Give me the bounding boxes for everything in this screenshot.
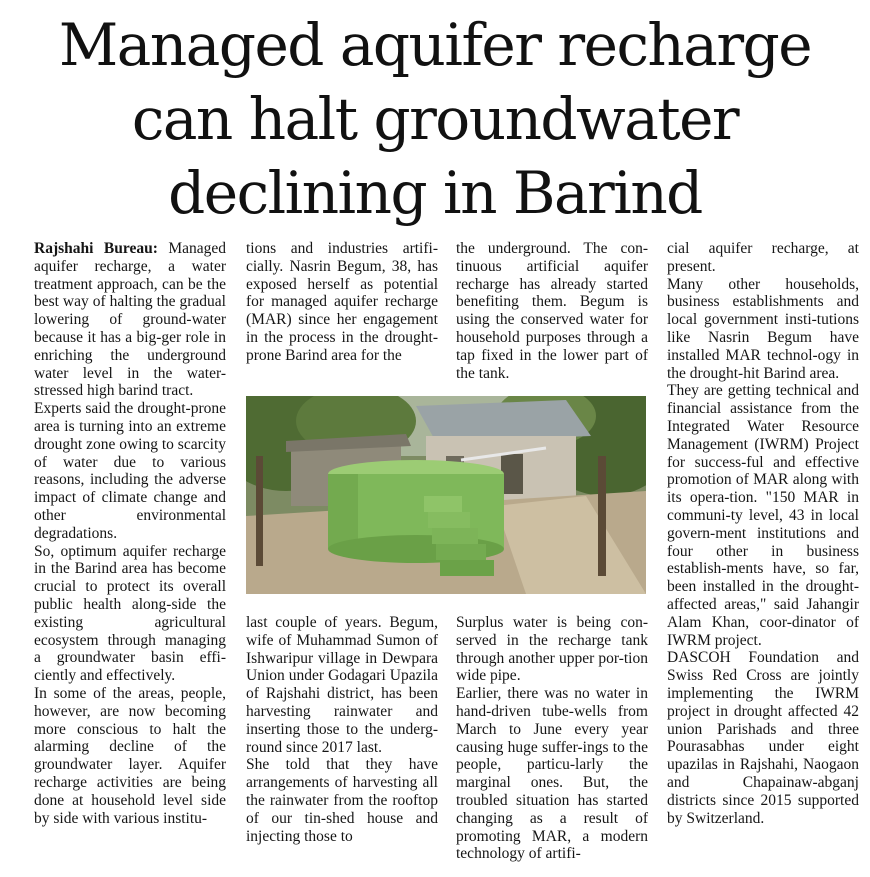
- article-column-3-top: [456, 240, 648, 382]
- paragraph: Experts said the drought-prone area is turning into an extreme drought zone owing to scarcity of water due to various reasons, including the adverse impact of climate change and other environmental degradations.: [34, 400, 226, 542]
- news-photo: [246, 396, 646, 594]
- paragraph: the underground. The con-tinuous artificial aquifer recharge has already started benefiting them. Begum is using the conserved water for household purposes through a tap fixed in the lower part of the tank.: [456, 240, 648, 382]
- article-column-1: [34, 240, 226, 827]
- recharge-tank-photo: [246, 396, 646, 594]
- paragraph: DASCOH Foundation and Swiss Red Cross are jointly implementing the IWRM project in drought affected 42 union Parishads and three Pourasabhas under eight upazilas in Rajshahi, Naogaon and Chapainaw-abganj districts since 2015 supported by Switzerland.: [667, 649, 859, 827]
- paragraph: last couple of years. Begum, wife of Muhammad Sumon of Ishwaripur village in Dewpara Union under Godagari Upazila of Rajshahi district, has been harvesting rainwater and inserting those to the underg-round since 2017 last.: [246, 614, 438, 756]
- paragraph: tions and industries artifi-cially. Nasrin Begum, 38, has exposed herself as potential for managed aquifer recharge (MAR) since her engagement in the process in the drought-prone Barind area for the: [246, 240, 438, 364]
- paragraph: So, optimum aquifer recharge in the Barind area has become crucial to protect its overall public health along-side the existing agricultural ecosystem through managing a groundwater basin effi-ciently and effectively.: [34, 542, 226, 685]
- article-column-4: [667, 240, 859, 827]
- paragraph-intro-text: Managed aquifer recharge, a water treatment approach, can be the best way of halting the gradual lowering of ground-water because it has a big-ger role in enriching the underground water level in the water-stressed high barind tract.: [34, 240, 227, 400]
- article-column-2-bottom: [246, 614, 438, 845]
- headline-line-1: Managed aquifer recharge: [58, 11, 812, 79]
- article-column-3-bottom: [456, 614, 648, 863]
- byline: Rajshahi Bureau:: [34, 240, 158, 257]
- paragraph: Many other households, business establishments and local government insti-tutions like Nasrin Begum have installed MAR technol-ogy in the drought-hit Barind area.: [667, 275, 859, 382]
- headline-line-3: declining in Barind: [168, 159, 702, 227]
- paragraph: In some of the areas, people, however, are now becoming more conscious to halt the alarming decline of the groundwater layer. Aquifer recharge activities are being done at household level side by side with various institu-: [34, 684, 226, 827]
- paragraph: She told that they have arrangements of harvesting all the rainwater from the rooftop of our tin-shed house and injecting those to: [246, 756, 438, 845]
- paragraph: cial aquifer recharge, at present.: [667, 240, 859, 275]
- paragraph-intro: [34, 240, 226, 400]
- headline-line-2: can halt groundwater: [131, 85, 739, 153]
- paragraph: They are getting technical and financial assistance from the Integrated Water Resource Management (IWRM) Project for success-ful and effective promotion of MAR along with its opera-tion. "150 MAR in communi-ty level, 43 in local govern-ment institutions and four other in business establish-ments have, so far, been installed in the drought-affected areas," said Jahangir Alam Khan, coor-dinator of IWRM project.: [667, 382, 859, 649]
- headline: [0, 8, 870, 230]
- paragraph: Earlier, there was no water in hand-driven tube-wells from March to June every year causing huge suffer-ings to the people, particu-larly the marginal ones. But, the troubled situation has started changing as a result of promoting MAR, a modern technology of artifi-: [456, 685, 648, 863]
- article-column-2-top: [246, 240, 438, 365]
- paragraph: Surplus water is being con-served in the recharge tank through another upper por-tion wide pipe.: [456, 614, 648, 685]
